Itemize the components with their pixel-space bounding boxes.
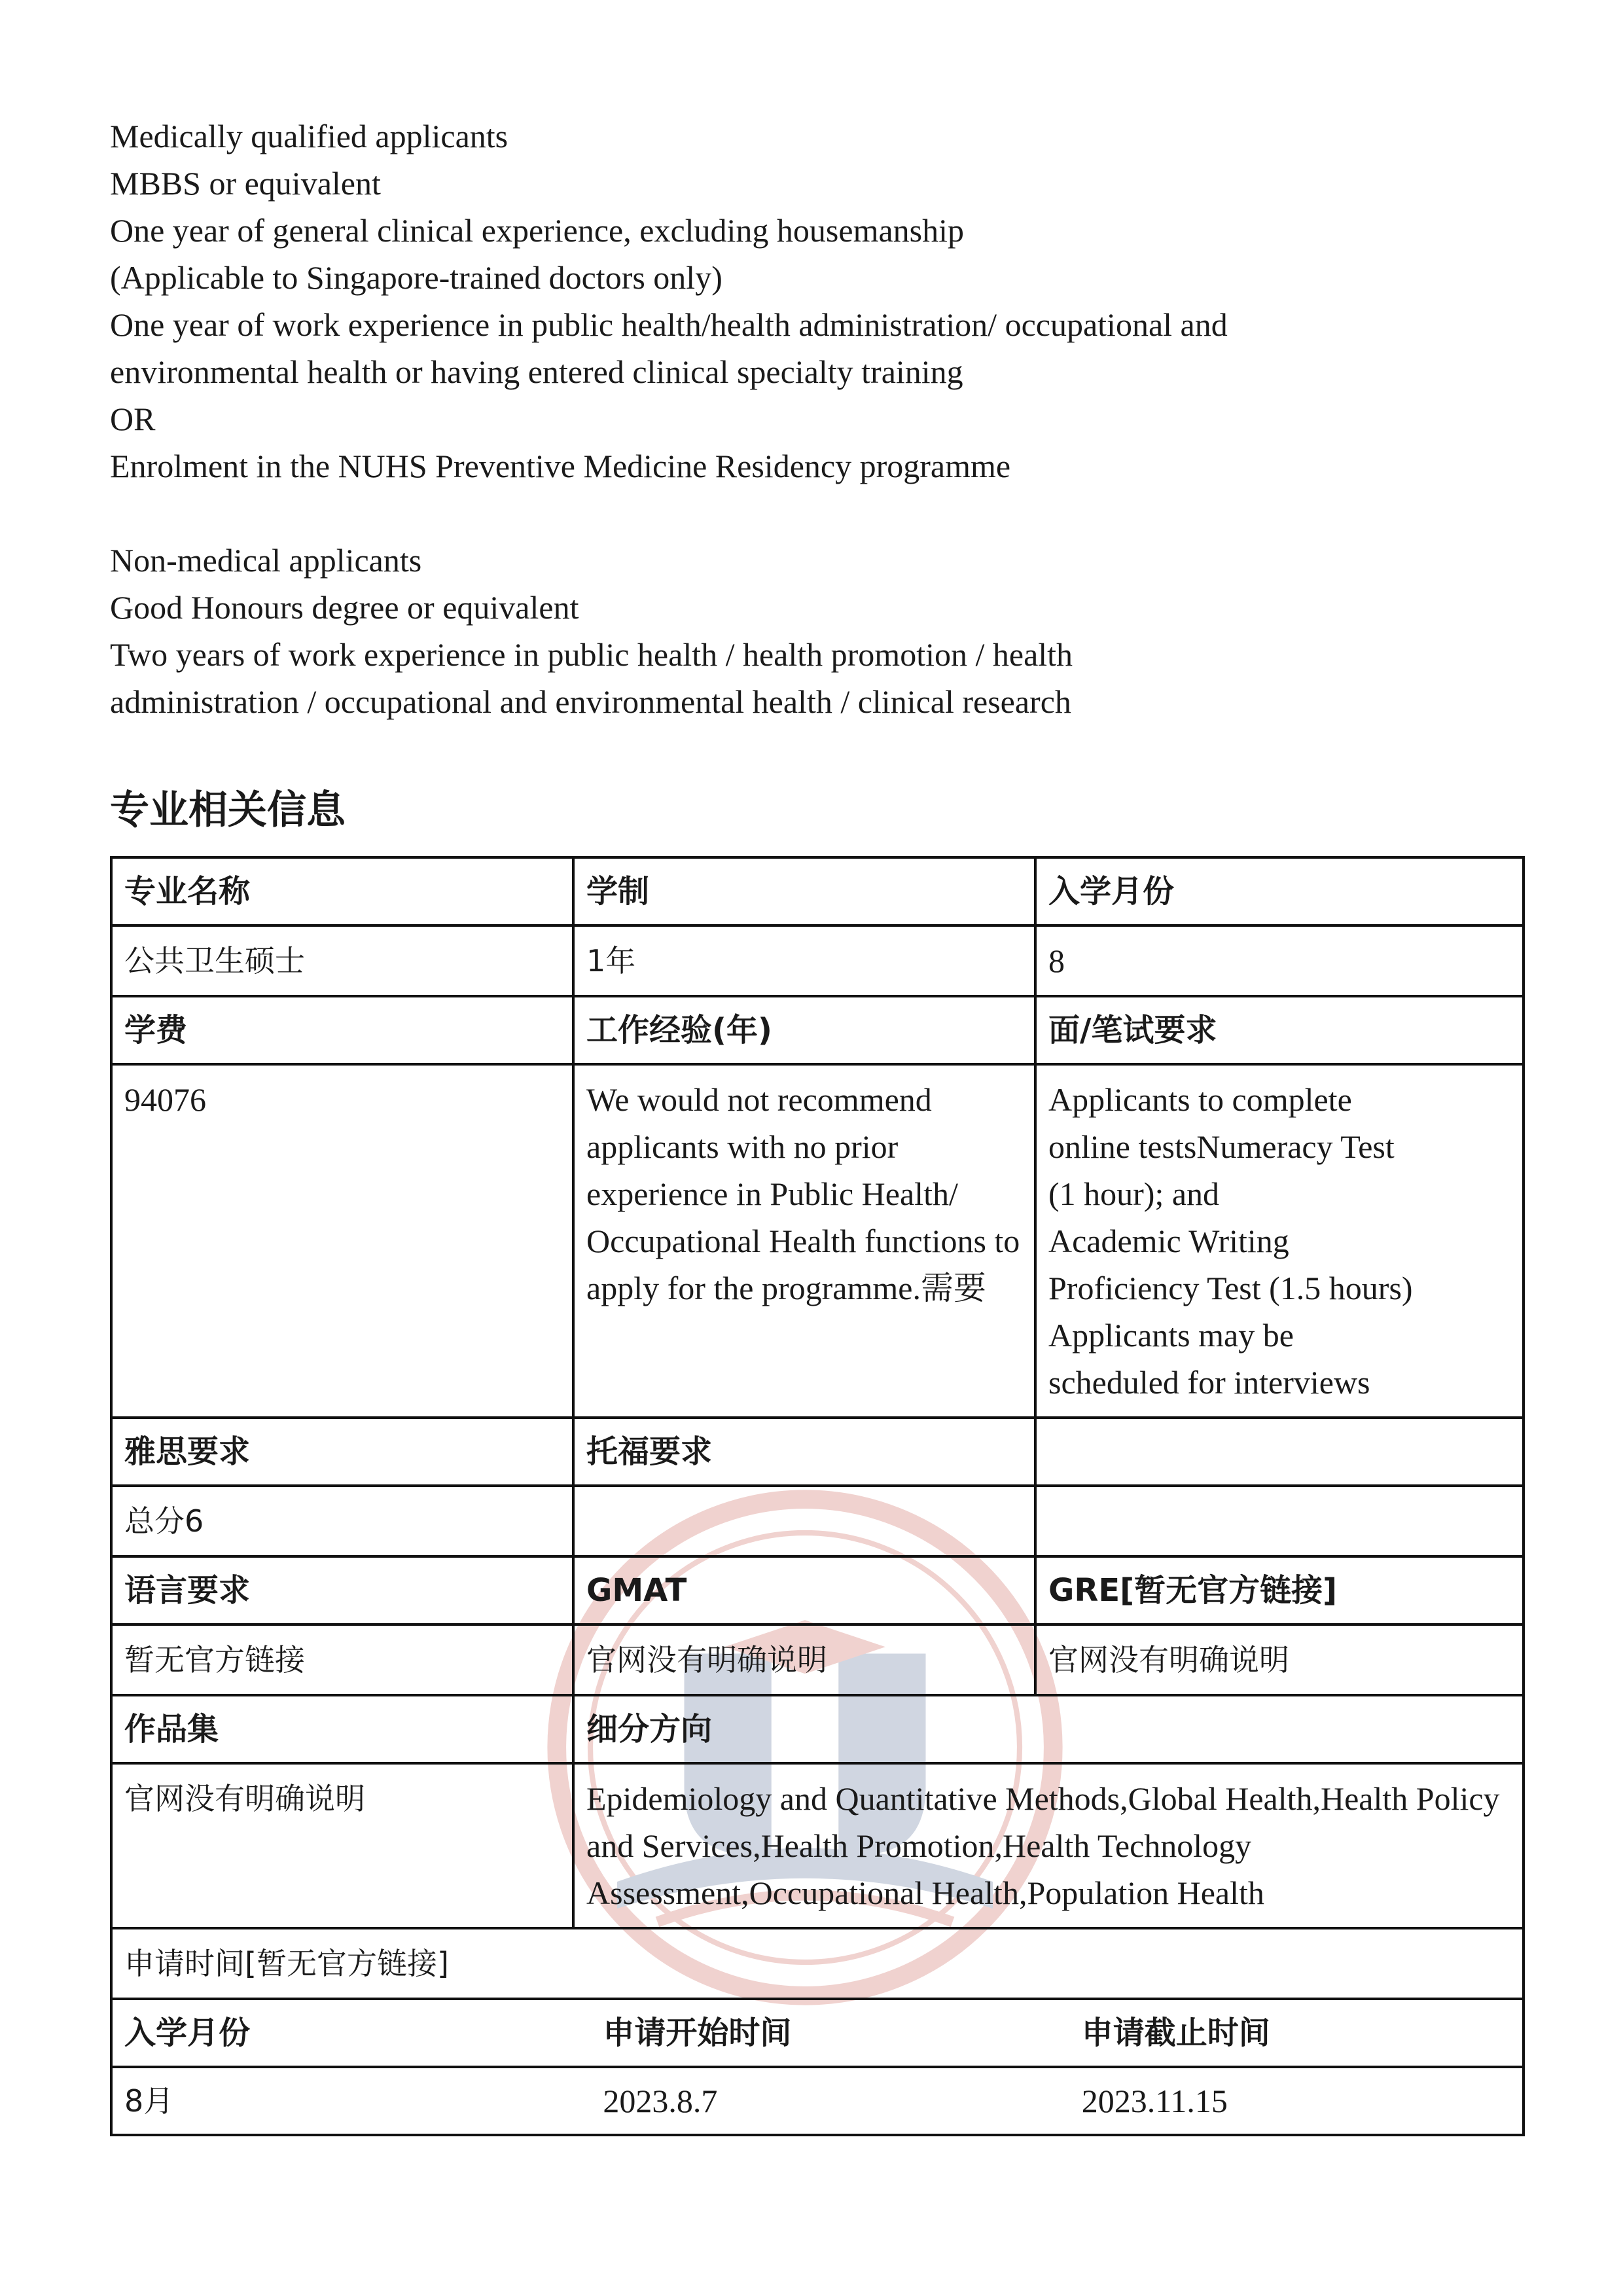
direction-header: 细分方向 xyxy=(573,1695,1524,1763)
toefl-header: 托福要求 xyxy=(573,1418,1035,1486)
duration-value: 1年 xyxy=(573,925,1035,996)
medical-requirement-line: MBBS or equivalent xyxy=(110,165,381,202)
table-row xyxy=(111,996,1524,1064)
language-requirement-value: 暂无官方链接 xyxy=(111,1624,573,1695)
table-row xyxy=(111,857,1524,925)
application-time-label: 申请时间[暂无官方链接] xyxy=(111,1928,1524,1999)
nonmedical-requirement-line: Good Honours degree or equivalent xyxy=(110,589,579,626)
table-row xyxy=(111,1064,1524,1418)
direction-value: Epidemiology and Quantitative Methods,Global Health,Health Policy and Services,Health Promotion,Health Technology Assessment,Occupational Health,Population Health xyxy=(573,1763,1524,1928)
tuition-header: 学费 xyxy=(111,996,573,1064)
work-experience-header: 工作经验(年) xyxy=(573,996,1035,1064)
ielts-header: 雅思要求 xyxy=(111,1418,573,1486)
app-end-value: 2023.11.15 xyxy=(1081,2083,1228,2119)
application-period-table xyxy=(113,2000,1522,2134)
tuition-value: 94076 xyxy=(111,1064,573,1418)
interview-requirement-value xyxy=(1035,1064,1524,1418)
portfolio-header: 作品集 xyxy=(111,1695,573,1763)
table-row xyxy=(111,925,1524,996)
table-row xyxy=(111,1695,1524,1763)
table-row xyxy=(111,1486,1524,1556)
program-name-value: 公共卫生硕士 xyxy=(111,925,573,996)
medical-requirement-line: One year of work experience in public health/health administration/ occupational and xyxy=(110,306,1228,343)
duration-header: 学制 xyxy=(573,857,1035,925)
nonmedical-applicants-heading: Non-medical applicants xyxy=(110,542,422,579)
table-row xyxy=(113,2000,1522,2067)
gre-value: 官网没有明确说明 xyxy=(1035,1624,1524,1695)
nonmedical-requirement-line: Two years of work experience in public health / health promotion / health xyxy=(110,636,1073,673)
empty-header-cell xyxy=(1035,1418,1524,1486)
medical-applicants-heading: Medically qualified applicants xyxy=(110,118,508,154)
admission-requirements xyxy=(110,113,1524,725)
table-row xyxy=(111,1763,1524,1928)
program-info-table xyxy=(110,856,1525,2136)
toefl-value xyxy=(573,1486,1035,1556)
app-intake-value: 8月 xyxy=(124,2083,174,2119)
table-row xyxy=(111,1928,1524,1999)
section-title: 专业相关信息 xyxy=(110,787,346,833)
gmat-header: GMAT xyxy=(573,1556,1035,1624)
interview-line: Applicants to complete xyxy=(1048,1081,1352,1118)
intake-month-header: 入学月份 xyxy=(1035,857,1524,925)
medical-requirement-line: environmental health or having entered clinical specialty training xyxy=(110,353,963,390)
language-requirement-header: 语言要求 xyxy=(111,1556,573,1624)
program-name-header: 专业名称 xyxy=(111,857,573,925)
medical-requirement-line: OR xyxy=(110,401,156,437)
app-intake-header: 入学月份 xyxy=(113,2000,591,2067)
table-row xyxy=(111,1556,1524,1624)
interview-requirement-header: 面/笔试要求 xyxy=(1035,996,1524,1064)
gre-header: GRE[暂无官方链接] xyxy=(1035,1556,1524,1624)
table-row xyxy=(113,2067,1522,2134)
nonmedical-requirement-line: administration / occupational and environmental health / clinical research xyxy=(110,683,1071,720)
empty-value-cell xyxy=(1035,1486,1524,1556)
portfolio-value: 官网没有明确说明 xyxy=(111,1763,573,1928)
medical-requirement-line: (Applicable to Singapore-trained doctors only) xyxy=(110,259,722,296)
work-experience-value: We would not recommend applicants with no prior experience in Public Health/ Occupational Health functions to apply for the programme.需要 xyxy=(573,1064,1035,1418)
interview-line: Proficiency Test (1.5 hours) xyxy=(1048,1270,1413,1306)
interview-line: (1 hour); and xyxy=(1048,1175,1220,1212)
medical-requirement-line: Enrolment in the NUHS Preventive Medicine Residency programme xyxy=(110,448,1011,484)
table-row xyxy=(111,1418,1524,1486)
interview-line: Academic Writing xyxy=(1048,1223,1289,1259)
medical-requirement-line: One year of general clinical experience, excluding housemanship xyxy=(110,212,965,249)
app-end-header: 申请截止时间 xyxy=(1070,2000,1522,2067)
ielts-value: 总分6 xyxy=(111,1486,573,1556)
interview-line: Applicants may be xyxy=(1048,1317,1294,1354)
paragraph-gap xyxy=(110,490,1524,537)
app-start-value: 2023.8.7 xyxy=(603,2083,718,2119)
table-row xyxy=(111,1999,1524,2135)
interview-line: online testsNumeracy Test xyxy=(1048,1128,1395,1165)
intake-month-value: 8 xyxy=(1035,925,1524,996)
app-start-header: 申请开始时间 xyxy=(591,2000,1069,2067)
gmat-value: 官网没有明确说明 xyxy=(573,1624,1035,1695)
application-period-cell xyxy=(111,1999,1524,2135)
table-row xyxy=(111,1624,1524,1695)
interview-line: scheduled for interviews xyxy=(1048,1364,1370,1401)
